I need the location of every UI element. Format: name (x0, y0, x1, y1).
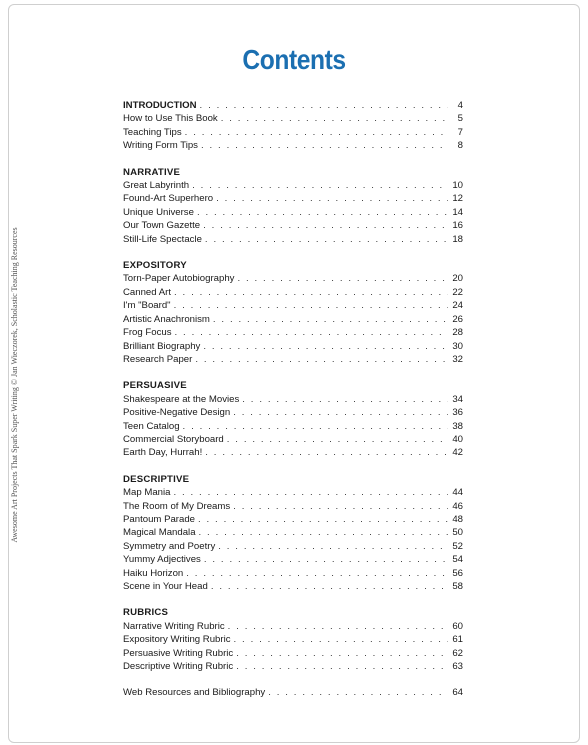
table-of-contents (123, 99, 463, 713)
toc-entry[interactable] (123, 420, 463, 433)
toc-entry[interactable] (123, 286, 463, 299)
dot-leader (174, 286, 448, 299)
entry-page-number: 14 (452, 206, 463, 218)
entry-title: Found-Art Superhero (123, 193, 214, 205)
toc-entry[interactable] (123, 500, 463, 513)
toc-section (123, 606, 463, 673)
entry-page-number: 64 (452, 687, 463, 699)
section-heading: NARRATIVE (123, 166, 181, 178)
entry-page-number: 30 (452, 340, 463, 352)
toc-entry[interactable] (123, 353, 463, 366)
entry-title: Pantoum Parade (123, 513, 195, 525)
entry-title: Torn-Paper Autobiography (123, 273, 235, 285)
entry-title: The Room of My Dreams (123, 500, 231, 512)
entry-page-number: 61 (452, 634, 463, 646)
entry-page-number: 26 (452, 313, 463, 325)
toc-entry[interactable] (123, 620, 463, 633)
dot-leader (185, 126, 448, 139)
entry-title: Brilliant Biography (123, 340, 201, 352)
entry-title: Scene in Your Head (123, 581, 208, 592)
entry-title: Our Town Gazette (123, 220, 201, 232)
page-title: Contents (242, 44, 346, 75)
entry-title: Positive-Negative Design (123, 407, 231, 419)
entry-title: Map Mania (123, 487, 171, 499)
dot-leader (213, 313, 448, 326)
entry-title: Unique Universe (123, 206, 194, 218)
entry-page-number: 38 (452, 420, 463, 432)
entry-page-number: 22 (452, 286, 463, 298)
entry-title: Commercial Storyboard (123, 433, 224, 445)
dot-leader (204, 553, 448, 566)
entry-title: Frog Focus (123, 327, 172, 339)
entry-title: Magical Mandala (123, 527, 196, 539)
toc-entry[interactable] (123, 126, 463, 139)
entry-page-number: 52 (452, 540, 463, 552)
toc-entry[interactable] (123, 513, 463, 526)
dot-leader (186, 567, 448, 580)
entry-page-number: 46 (452, 500, 463, 512)
toc-entry[interactable] (123, 660, 463, 673)
dot-leader (236, 660, 448, 673)
toc-entry[interactable] (123, 580, 463, 593)
entry-title: Teen Catalog (123, 420, 180, 432)
entry-title: Canned Art (123, 286, 172, 298)
entry-page-number: 7 (457, 126, 463, 138)
dot-leader (200, 99, 448, 112)
dot-leader (199, 526, 448, 539)
toc-entry[interactable] (123, 272, 463, 285)
entry-title: I'm "Board" (123, 300, 171, 312)
entry-title: Earth Day, Hurrah! (123, 447, 203, 459)
toc-entry[interactable] (123, 540, 463, 553)
toc-entry[interactable] (123, 486, 463, 499)
toc-entry[interactable] (123, 99, 463, 112)
dot-leader (216, 192, 448, 205)
toc-entry[interactable] (123, 433, 463, 446)
toc-entry[interactable] (123, 219, 463, 232)
toc-section (123, 686, 463, 699)
entry-page-number: 24 (452, 300, 463, 312)
entry-title: INTRODUCTION (123, 100, 197, 111)
dot-leader (211, 580, 448, 593)
dot-leader (175, 326, 448, 339)
toc-entry[interactable] (123, 446, 463, 459)
dot-leader (218, 540, 448, 553)
dot-leader (242, 393, 448, 406)
dot-leader (234, 633, 448, 646)
dot-leader (237, 272, 448, 285)
dot-leader (233, 500, 448, 513)
dot-leader (236, 647, 448, 660)
entry-page-number: 60 (452, 620, 463, 632)
toc-entry[interactable] (123, 526, 463, 539)
toc-entry[interactable] (123, 206, 463, 219)
toc-entry[interactable] (123, 567, 463, 580)
toc-entry[interactable] (123, 326, 463, 339)
entry-title: Yummy Adjectives (123, 554, 201, 566)
entry-page-number: 20 (452, 273, 463, 285)
entry-title: Still-Life Spectacle (123, 233, 202, 245)
entry-title: Artistic Anachronism (123, 313, 210, 325)
entry-title: Descriptive Writing Rubric (123, 661, 234, 673)
section-heading: DESCRIPTIVE (123, 473, 190, 485)
entry-title: Teaching Tips (123, 126, 182, 138)
entry-page-number: 36 (452, 407, 463, 419)
dot-leader (195, 353, 448, 366)
toc-entry[interactable] (123, 299, 463, 312)
entry-title: Narrative Writing Rubric (123, 620, 225, 632)
dot-leader (192, 179, 448, 192)
entry-title: Symmetry and Poetry (123, 540, 216, 552)
toc-entry[interactable] (123, 112, 463, 125)
toc-entry[interactable] (123, 647, 463, 660)
toc-section (123, 166, 463, 246)
section-heading: EXPOSITORY (123, 260, 187, 272)
toc-entry[interactable] (123, 406, 463, 419)
toc-entry[interactable] (123, 553, 463, 566)
entry-page-number: 58 (452, 581, 463, 592)
entry-page-number: 48 (452, 513, 463, 525)
toc-entry[interactable] (123, 139, 463, 152)
dot-leader (205, 446, 448, 459)
entry-title: Writing Form Tips (123, 140, 198, 152)
entry-page-number: 4 (457, 100, 463, 111)
entry-page-number: 42 (452, 447, 463, 459)
dot-leader (197, 206, 448, 219)
entry-page-number: 62 (452, 647, 463, 659)
dot-leader (221, 112, 448, 125)
side-credit: Awesome Art Projects That Spark Super Writing © Jan Wieczorek, Scholastic Teaching Resources (10, 227, 19, 543)
dot-leader (205, 233, 448, 246)
dot-leader (173, 486, 448, 499)
entry-page-number: 8 (457, 140, 463, 152)
dot-leader (203, 219, 448, 232)
entry-title: Web Resources and Bibliography (123, 687, 266, 699)
toc-entry[interactable] (123, 633, 463, 646)
entry-page-number: 44 (452, 487, 463, 499)
entry-page-number: 16 (452, 220, 463, 232)
entry-page-number: 12 (452, 193, 463, 205)
entry-page-number: 28 (452, 327, 463, 339)
toc-section (123, 473, 463, 594)
entry-page-number: 10 (452, 180, 463, 192)
toc-entry[interactable] (123, 192, 463, 205)
entry-title: Research Paper (123, 353, 193, 365)
dot-leader (203, 340, 448, 353)
section-heading: RUBRICS (123, 607, 169, 619)
section-heading: PERSUASIVE (123, 380, 187, 392)
entry-page-number: 32 (452, 353, 463, 365)
toc-entry[interactable] (123, 179, 463, 192)
entry-page-number: 56 (452, 567, 463, 579)
entry-page-number: 18 (452, 233, 463, 245)
dot-leader (268, 686, 448, 699)
dot-leader (227, 433, 448, 446)
toc-section (123, 259, 463, 366)
entry-title: Shakespeare at the Movies (123, 393, 240, 405)
toc-entry[interactable] (123, 393, 463, 406)
entry-page-number: 40 (452, 433, 463, 445)
entry-title: Haiku Horizon (123, 567, 184, 579)
dot-leader (228, 620, 448, 633)
entry-title: Persuasive Writing Rubric (123, 647, 234, 659)
dot-leader (183, 420, 448, 433)
toc-entry[interactable] (123, 686, 463, 699)
entry-page-number: 54 (452, 554, 463, 566)
entry-page-number: 34 (452, 393, 463, 405)
dot-leader (201, 139, 448, 152)
dot-leader (233, 406, 448, 419)
entry-title: Great Labyrinth (123, 180, 190, 192)
entry-page-number: 63 (452, 661, 463, 673)
toc-entry[interactable] (123, 340, 463, 353)
entry-title: How to Use This Book (123, 113, 218, 125)
toc-entry[interactable] (123, 313, 463, 326)
entry-page-number: 50 (452, 527, 463, 539)
toc-section (123, 379, 463, 459)
dot-leader (198, 513, 448, 526)
toc-entry[interactable] (123, 233, 463, 246)
dot-leader (174, 299, 448, 312)
entry-title: Expository Writing Rubric (123, 634, 231, 646)
toc-section (123, 99, 463, 153)
entry-page-number: 5 (457, 113, 463, 125)
